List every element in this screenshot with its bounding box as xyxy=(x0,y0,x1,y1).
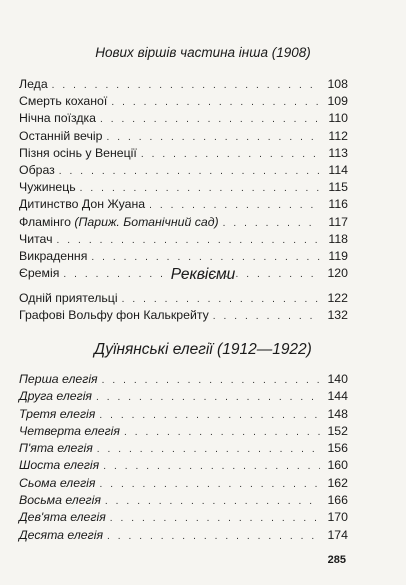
entry-page: 144 xyxy=(327,389,348,404)
dot-leader xyxy=(106,129,320,146)
dot-leader xyxy=(124,424,320,441)
entry-title: Перша елегія xyxy=(19,372,98,386)
entry-subtitle: (Париж. Ботанічний сад) xyxy=(74,214,219,229)
entry-title: Четверта елегія xyxy=(19,423,120,438)
dot-leader xyxy=(80,180,320,197)
toc-entry xyxy=(19,128,348,145)
entry-page: 170 xyxy=(327,510,348,525)
toc-entry xyxy=(19,145,348,162)
entry-page: 162 xyxy=(327,475,348,490)
entry-page: 108 xyxy=(327,77,348,91)
toc-entry xyxy=(19,110,348,127)
dot-leader xyxy=(103,458,320,475)
entry-page: 117 xyxy=(328,214,348,229)
entry-title: Шоста елегія xyxy=(19,458,100,473)
dot-leader xyxy=(99,407,320,424)
entry-title: Дитинство Дон Жуана xyxy=(19,197,146,212)
toc-entry xyxy=(19,440,348,457)
entry-title: Сьома елегія xyxy=(19,475,96,490)
entry-page: 160 xyxy=(327,458,348,473)
entry-page: 109 xyxy=(327,94,348,109)
entry-title: Викрадення xyxy=(19,248,88,263)
entry-page: 156 xyxy=(327,441,348,456)
dot-leader xyxy=(213,308,320,325)
entry-page: 132 xyxy=(327,308,348,323)
dot-leader xyxy=(52,77,320,94)
dot-leader xyxy=(149,197,320,214)
toc-entry xyxy=(19,371,348,388)
dot-leader xyxy=(59,163,320,180)
entry-title: Одній приятельці xyxy=(19,291,118,305)
dot-leader xyxy=(223,215,320,232)
dot-leader xyxy=(105,493,320,510)
dot-leader xyxy=(96,389,320,406)
toc-entry xyxy=(19,231,348,248)
toc-entry xyxy=(19,475,348,492)
entry-title: Друга елегія xyxy=(19,389,92,404)
toc-entry xyxy=(19,196,348,213)
entry-title: Єремія xyxy=(19,266,60,281)
entry-title: Чужинець xyxy=(19,180,76,195)
toc-list-duino-elegies xyxy=(19,371,348,544)
toc-entry xyxy=(19,527,348,544)
toc-entry xyxy=(19,214,348,231)
entry-title: Десята елегія xyxy=(19,527,104,542)
entry-title-main: Фламінго xyxy=(19,214,71,229)
toc-entry xyxy=(19,457,348,474)
dot-leader xyxy=(110,510,320,527)
entry-page: 140 xyxy=(327,372,348,386)
entry-page: 122 xyxy=(327,291,348,305)
entry-title: Третя елегія xyxy=(19,406,96,421)
dot-leader xyxy=(91,249,320,266)
entry-title: Нічна поїздка xyxy=(19,111,97,126)
toc-entry xyxy=(19,248,348,265)
dot-leader xyxy=(57,232,320,249)
entry-page: 116 xyxy=(328,197,348,212)
entry-title: П'ята елегія xyxy=(19,441,93,456)
entry-page: 148 xyxy=(327,406,348,421)
toc-entry xyxy=(19,179,348,196)
toc-entry xyxy=(19,290,348,307)
entry-page: 119 xyxy=(328,248,348,263)
entry-title: Восьма елегія xyxy=(19,493,101,508)
dot-leader xyxy=(122,291,320,308)
dot-leader xyxy=(107,528,320,545)
entry-page: 112 xyxy=(328,128,348,143)
toc-entry xyxy=(19,388,348,405)
dot-leader xyxy=(99,476,320,493)
section-heading-duino-elegies: Дуїнянські елегії (1912—1922) xyxy=(94,341,312,358)
entry-title: Смерть коханої xyxy=(19,94,108,109)
entry-page: 113 xyxy=(328,145,348,160)
entry-title: Леда xyxy=(19,77,48,91)
entry-page: 114 xyxy=(328,162,348,177)
toc-list-new-poems xyxy=(19,76,348,282)
toc-entry xyxy=(19,76,348,93)
dot-leader xyxy=(141,146,320,163)
entry-page: 166 xyxy=(327,493,348,508)
toc-entry xyxy=(19,423,348,440)
entry-page: 174 xyxy=(327,527,348,542)
toc-entry xyxy=(19,93,348,110)
entry-page: 120 xyxy=(327,266,348,281)
entry-page: 118 xyxy=(328,231,348,246)
entry-page: 110 xyxy=(328,111,348,126)
dot-leader xyxy=(97,441,320,458)
dot-leader xyxy=(100,111,320,128)
entry-page: 152 xyxy=(327,423,348,438)
entry-title: Дев'ята елегія xyxy=(19,510,106,525)
toc-entry xyxy=(19,492,348,509)
dot-leader xyxy=(111,94,320,111)
toc-entry xyxy=(19,406,348,423)
section-heading-new-poems: Нових віршів частина інша (1908) xyxy=(95,45,311,60)
entry-title: Пізня осінь у Венеції xyxy=(19,145,137,160)
entry-title: Останній вечір xyxy=(19,128,103,143)
entry-title xyxy=(19,214,219,231)
entry-title: Графові Вольфу фон Калькрейту xyxy=(19,308,209,323)
toc-entry xyxy=(19,162,348,179)
toc-list-requiems xyxy=(19,290,348,324)
toc-entry xyxy=(19,509,348,526)
entry-title: Читач xyxy=(19,231,53,246)
entry-title: Образ xyxy=(19,162,55,177)
page-number: 285 xyxy=(327,554,346,566)
toc-entry xyxy=(19,307,348,324)
entry-page: 115 xyxy=(328,180,348,195)
dot-leader xyxy=(102,372,320,389)
section-heading-requiems: Реквієми xyxy=(170,266,236,283)
